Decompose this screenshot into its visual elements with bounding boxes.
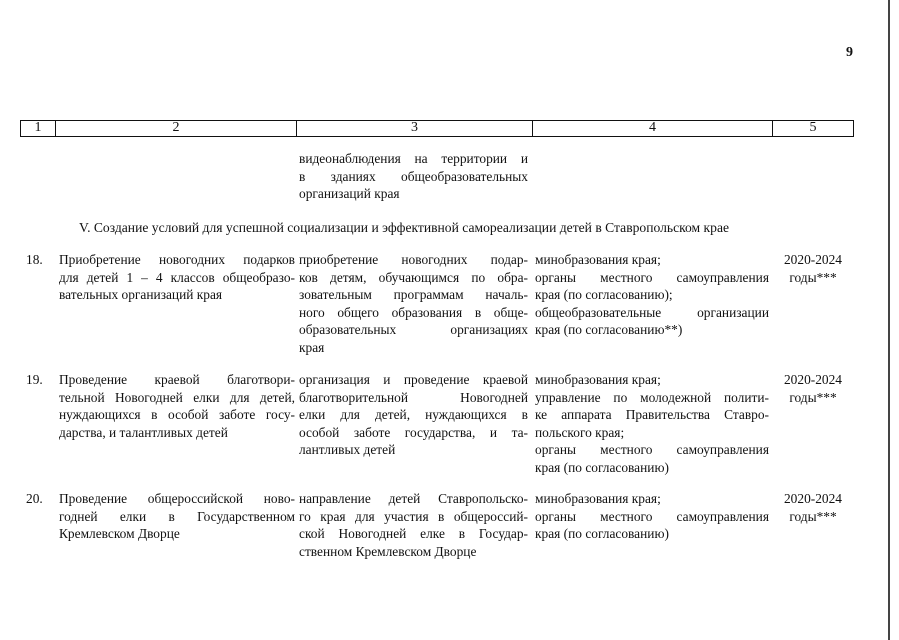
text-line: образовательных организациях	[299, 322, 528, 338]
row-20-responsible	[535, 490, 769, 543]
text-line: Проведение общероссийской ново-	[59, 491, 295, 506]
text-line: общеобразовательные организации	[535, 304, 769, 320]
text-line: годы***	[789, 389, 837, 405]
text-line: ской Новогодней елке в Государ-	[299, 526, 528, 542]
text-line: Кремлевском Дворце	[59, 526, 180, 542]
table-header-cell: 2	[56, 121, 297, 136]
text-line: Проведение краевой благотвори-	[59, 372, 295, 387]
row-number: 19.	[26, 372, 43, 387]
table-header-cell: 1	[21, 121, 56, 136]
row-18-period	[776, 251, 850, 286]
text-line: минобразования края;	[535, 252, 661, 267]
row-20-period	[776, 490, 850, 525]
text-line: 2020-2024	[783, 372, 843, 387]
text-line: края (по согласованию**)	[535, 322, 683, 338]
text-line: органы местного самоуправления	[535, 442, 769, 458]
text-line: 2020-2024	[783, 491, 843, 506]
section-title: V. Создание условий для успешной социализации и эффективной самореализации детей в Ставропольском крае	[79, 220, 730, 235]
text-line: 2020-2024	[783, 252, 843, 267]
row-19-measure	[59, 371, 295, 441]
row-number: 20.	[26, 491, 43, 506]
text-line: лантливых детей	[299, 442, 396, 458]
text-line: организаций края	[299, 186, 400, 202]
text-line: края (по согласованию)	[535, 526, 669, 542]
text-line: в зданиях общеобразовательных	[299, 168, 528, 184]
text-line: управление по молодежной полити-	[535, 389, 769, 405]
text-line: органы местного самоуправления	[535, 269, 769, 285]
text-line: минобразования края;	[535, 491, 661, 506]
text-line: годы***	[789, 508, 837, 524]
text-line: годы***	[789, 269, 837, 285]
table-header-cell: 3	[297, 121, 533, 136]
text-line: ственном Кремлевском Дворце	[299, 543, 477, 559]
text-line: минобразования края;	[535, 372, 661, 387]
text-line: ке аппарата Правительства Ставро-	[535, 407, 769, 423]
page-number: 9	[846, 45, 853, 60]
text-line: елки для детей, нуждающихся в	[299, 407, 528, 423]
row-18-content	[299, 251, 528, 357]
row-20-measure	[59, 490, 295, 543]
row-19-content	[299, 371, 528, 459]
text-line: края	[299, 339, 325, 355]
text-line: нуждающихся в особой заботе госу-	[59, 407, 295, 423]
row-number: 18.	[26, 252, 43, 267]
text-line: тельной Новогодней елки для детей,	[59, 389, 295, 405]
row-18-measure	[59, 251, 295, 304]
text-line: направление детей Ставропольско-	[299, 491, 528, 506]
row-20-content	[299, 490, 528, 560]
text-line: края (по согласованию)	[535, 459, 669, 475]
text-line: ков детям, обучающимся по обра-	[299, 269, 528, 285]
text-line: зовательным программам началь-	[299, 287, 528, 303]
page-edge-rule	[888, 0, 890, 640]
text-line: приобретение новогодних подар-	[299, 252, 528, 267]
text-line: органы местного самоуправления	[535, 508, 769, 524]
text-line: для детей 1 – 4 классов общеобразо-	[59, 269, 295, 285]
text-line: ного общего образования в обще-	[299, 304, 528, 320]
text-line: дарства, и талантливых детей	[59, 424, 228, 440]
text-line: края (по согласованию);	[535, 287, 673, 303]
text-line: польского края;	[535, 424, 625, 440]
text-line: организация и проведение краевой	[299, 372, 528, 387]
text-line: го края для участия в общероссий-	[299, 508, 528, 524]
row-19-period	[776, 371, 850, 406]
text-line: благотворительной Новогодней	[299, 389, 528, 405]
text-line: вательных организаций края	[59, 287, 223, 303]
table-header-row	[20, 120, 854, 137]
text-line: особой заботе государства, и та-	[299, 424, 528, 440]
row-18-responsible	[535, 251, 769, 339]
continuation-activity-text	[299, 150, 528, 203]
table-header-cell: 5	[809, 120, 817, 135]
table-header-cell: 4	[533, 121, 773, 136]
text-line: Приобретение новогодних подарков	[59, 252, 295, 267]
row-19-responsible	[535, 371, 769, 477]
text-line: видеонаблюдения на территории и	[299, 151, 528, 166]
text-line: годней елки в Государственном	[59, 508, 295, 524]
